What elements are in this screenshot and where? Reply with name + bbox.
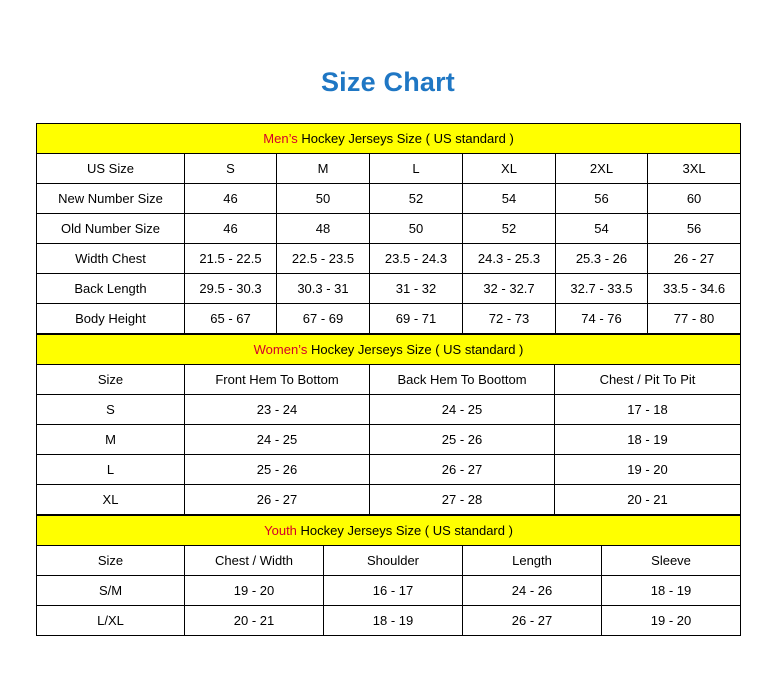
table-cell: 56 (648, 214, 741, 244)
table-cell: 26 - 27 (185, 485, 370, 515)
womens-banner-cell (37, 335, 741, 365)
row-label: S (37, 395, 185, 425)
mens-header-cell: 3XL (648, 154, 741, 184)
womens-header-cell: Size (37, 365, 185, 395)
table-cell: 25 - 26 (185, 455, 370, 485)
youth-header-cell: Chest / Width (185, 546, 324, 576)
mens-banner-cell (37, 124, 741, 154)
table-cell: 19 - 20 (555, 455, 741, 485)
mens-header-cell: US Size (37, 154, 185, 184)
table-row (37, 214, 741, 244)
size-chart-tables (36, 123, 740, 636)
table-cell: 50 (370, 214, 463, 244)
table-cell: 22.5 - 23.5 (277, 244, 370, 274)
row-label: L (37, 455, 185, 485)
table-cell: 31 - 32 (370, 274, 463, 304)
table-cell: 52 (463, 214, 556, 244)
youth-banner-rest: Hockey Jerseys Size ( US standard ) (296, 523, 513, 538)
table-cell: 69 - 71 (370, 304, 463, 334)
table-cell: 24 - 26 (463, 576, 602, 606)
mens-header-row (37, 154, 741, 184)
row-label: M (37, 425, 185, 455)
mens-banner-row (37, 124, 741, 154)
table-cell: 60 (648, 184, 741, 214)
table-cell: 25.3 - 26 (556, 244, 648, 274)
table-cell: 46 (185, 214, 277, 244)
table-cell: 30.3 - 31 (277, 274, 370, 304)
table-cell: 18 - 19 (555, 425, 741, 455)
table-cell: 32 - 32.7 (463, 274, 556, 304)
womens-header-cell: Chest / Pit To Pit (555, 365, 741, 395)
youth-header-cell: Length (463, 546, 602, 576)
table-cell: 29.5 - 30.3 (185, 274, 277, 304)
table-cell: 46 (185, 184, 277, 214)
table-cell: 48 (277, 214, 370, 244)
table-cell: 52 (370, 184, 463, 214)
row-label: New Number Size (37, 184, 185, 214)
mens-header-cell: 2XL (556, 154, 648, 184)
youth-banner-row (37, 516, 741, 546)
mens-banner-rest: Hockey Jerseys Size ( US standard ) (297, 131, 514, 146)
table-cell: 18 - 19 (602, 576, 741, 606)
table-row (37, 274, 741, 304)
table-cell: 54 (463, 184, 556, 214)
table-cell: 19 - 20 (185, 576, 324, 606)
womens-header-row (37, 365, 741, 395)
row-label: S/M (37, 576, 185, 606)
womens-size-table (36, 334, 741, 515)
table-cell: 25 - 26 (370, 425, 555, 455)
mens-header-cell: XL (463, 154, 556, 184)
table-cell: 20 - 21 (555, 485, 741, 515)
table-cell: 20 - 21 (185, 606, 324, 636)
table-row (37, 395, 741, 425)
row-label: Old Number Size (37, 214, 185, 244)
table-cell: 77 - 80 (648, 304, 741, 334)
youth-header-row (37, 546, 741, 576)
row-label: Body Height (37, 304, 185, 334)
womens-header-cell: Back Hem To Boottom (370, 365, 555, 395)
table-cell: 19 - 20 (602, 606, 741, 636)
row-label: L/XL (37, 606, 185, 636)
mens-header-cell: S (185, 154, 277, 184)
table-cell: 17 - 18 (555, 395, 741, 425)
table-cell: 32.7 - 33.5 (556, 274, 648, 304)
table-cell: 65 - 67 (185, 304, 277, 334)
table-row (37, 244, 741, 274)
table-cell: 24.3 - 25.3 (463, 244, 556, 274)
youth-banner-highlight: Youth (264, 523, 297, 538)
table-row (37, 425, 741, 455)
womens-banner-highlight: Women’s (253, 342, 308, 357)
youth-header-cell: Shoulder (324, 546, 463, 576)
table-cell: 26 - 27 (463, 606, 602, 636)
table-cell: 23 - 24 (185, 395, 370, 425)
table-cell: 54 (556, 214, 648, 244)
table-row (37, 576, 741, 606)
womens-banner-rest: Hockey Jerseys Size ( US standard ) (307, 342, 524, 357)
table-cell: 27 - 28 (370, 485, 555, 515)
table-cell: 24 - 25 (185, 425, 370, 455)
table-cell: 26 - 27 (370, 455, 555, 485)
table-cell: 67 - 69 (277, 304, 370, 334)
youth-header-cell: Size (37, 546, 185, 576)
table-cell: 26 - 27 (648, 244, 741, 274)
table-cell: 18 - 19 (324, 606, 463, 636)
table-row (37, 606, 741, 636)
table-cell: 56 (556, 184, 648, 214)
womens-header-cell: Front Hem To Bottom (185, 365, 370, 395)
womens-banner-row (37, 335, 741, 365)
mens-header-cell: L (370, 154, 463, 184)
table-cell: 24 - 25 (370, 395, 555, 425)
table-cell: 23.5 - 24.3 (370, 244, 463, 274)
youth-header-cell: Sleeve (602, 546, 741, 576)
table-cell: 72 - 73 (463, 304, 556, 334)
table-cell: 50 (277, 184, 370, 214)
row-label: Back Length (37, 274, 185, 304)
table-row (37, 184, 741, 214)
youth-size-table (36, 515, 741, 636)
table-row (37, 485, 741, 515)
row-label: XL (37, 485, 185, 515)
mens-header-cell: M (277, 154, 370, 184)
page-title: Size Chart (320, 67, 456, 97)
table-cell: 16 - 17 (324, 576, 463, 606)
mens-banner-highlight: Men’s (263, 131, 298, 146)
table-row (37, 304, 741, 334)
table-cell: 33.5 - 34.6 (648, 274, 741, 304)
youth-banner-cell (37, 516, 741, 546)
table-row (37, 455, 741, 485)
table-cell: 21.5 - 22.5 (185, 244, 277, 274)
mens-size-table (36, 123, 741, 334)
table-cell: 74 - 76 (556, 304, 648, 334)
row-label: Width Chest (37, 244, 185, 274)
